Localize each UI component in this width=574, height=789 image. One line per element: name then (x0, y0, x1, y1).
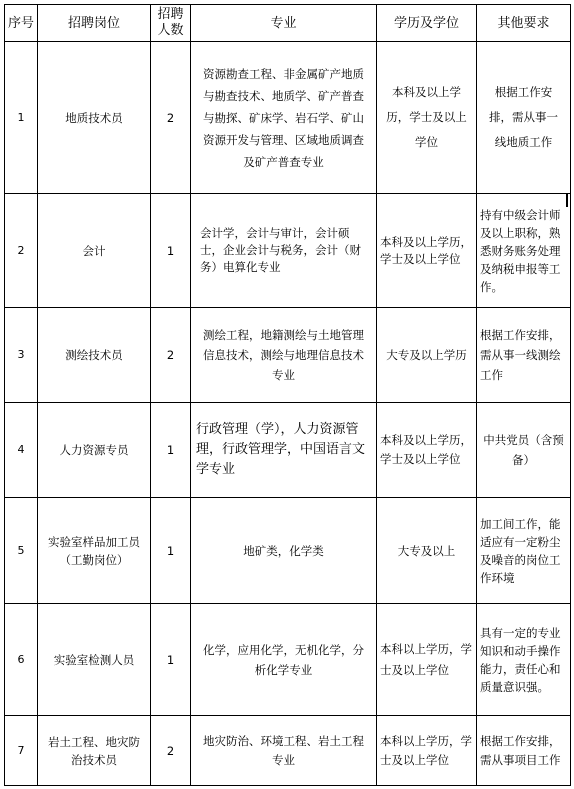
header-seq: 序号 (5, 5, 38, 42)
row-1-other: 根据工作安排，需从事一线地质工作 (477, 42, 571, 194)
row-2-other: 持有中级会计师及以上职称，熟悉财务账务处理及纳税申报等工作。 (477, 194, 571, 308)
row-4-position: 人力资源专员 (38, 403, 151, 498)
header-major: 专业 (191, 5, 377, 42)
row-1-position: 地质技术员 (38, 42, 151, 194)
table-row (5, 308, 571, 403)
row-2-major: 会计学，会计与审计，会计硕士，企业会计与税务，会计（财务）电算化专业 (191, 194, 377, 308)
row-2-position: 会计 (38, 194, 151, 308)
row-1-seq: 1 (5, 42, 38, 194)
row-3-education: 大专及以上学历 (377, 308, 477, 403)
row-2-seq: 2 (5, 194, 38, 308)
table-row (5, 716, 571, 786)
header-row (5, 5, 571, 42)
row-1-major: 资源勘查工程、非金属矿产地质与勘查技术、地质学、矿产普查与勘探、矿床学、岩石学、矿山资源开发与管理、区域地质调查及矿产普查专业 (191, 42, 377, 194)
header-education: 学历及学位 (377, 5, 477, 42)
row-6-position: 实验室检测人员 (38, 604, 151, 716)
row-5-education: 大专及以上 (377, 498, 477, 604)
row-7-position: 岩土工程、地灾防治技术员 (38, 716, 151, 786)
row-3-major: 测绘工程，地籍测绘与土地管理信息技术，测绘与地理信息技术专业 (191, 308, 377, 403)
row-5-position: 实验室样品加工员（工勤岗位） (38, 498, 151, 604)
edge-mark (566, 193, 568, 207)
row-4-count: 1 (151, 403, 191, 498)
row-6-count: 1 (151, 604, 191, 716)
row-3-other: 根据工作安排，需从事一线测绘工作 (477, 308, 571, 403)
table-row (5, 403, 571, 498)
row-3-position: 测绘技术员 (38, 308, 151, 403)
row-6-other: 具有一定的专业知识和动手操作能力，责任心和质量意识强。 (477, 604, 571, 716)
table-row (5, 604, 571, 716)
row-4-major: 行政管理（学），人力资源管理，行政管理学，中国语言文学专业 (191, 403, 377, 498)
row-1-education: 本科及以上学历，学士及以上学位 (377, 42, 477, 194)
header-other: 其他要求 (477, 5, 571, 42)
row-5-other: 加工间工作，能适应有一定粉尘及噪音的岗位工作环境 (477, 498, 571, 604)
recruitment-table (4, 4, 571, 786)
row-5-count: 1 (151, 498, 191, 604)
row-6-major: 化学，应用化学，无机化学，分析化学专业 (191, 604, 377, 716)
row-5-major: 地矿类，化学类 (191, 498, 377, 604)
row-3-count: 2 (151, 308, 191, 403)
row-2-education: 本科及以上学历，学士及以上学位 (377, 194, 477, 308)
row-3-seq: 3 (5, 308, 38, 403)
row-4-other: 中共党员（含预备） (477, 403, 571, 498)
row-7-education: 本科以上学历，学士及以上学位 (377, 716, 477, 786)
row-1-count: 2 (151, 42, 191, 194)
row-4-education: 本科及以上学历，学士及以上学位 (377, 403, 477, 498)
table-row (5, 42, 571, 194)
row-7-other: 根据工作安排，需从事项目工作 (477, 716, 571, 786)
row-7-count: 2 (151, 716, 191, 786)
table-row (5, 194, 571, 308)
row-4-seq: 4 (5, 403, 38, 498)
header-count: 招聘人数 (151, 5, 191, 42)
header-position: 招聘岗位 (38, 5, 151, 42)
row-2-count: 1 (151, 194, 191, 308)
table-row (5, 498, 571, 604)
row-5-seq: 5 (5, 498, 38, 604)
row-6-seq: 6 (5, 604, 38, 716)
row-6-education: 本科以上学历，学士及以上学位 (377, 604, 477, 716)
row-7-seq: 7 (5, 716, 38, 786)
row-7-major: 地灾防治、环境工程、岩土工程专业 (191, 716, 377, 786)
